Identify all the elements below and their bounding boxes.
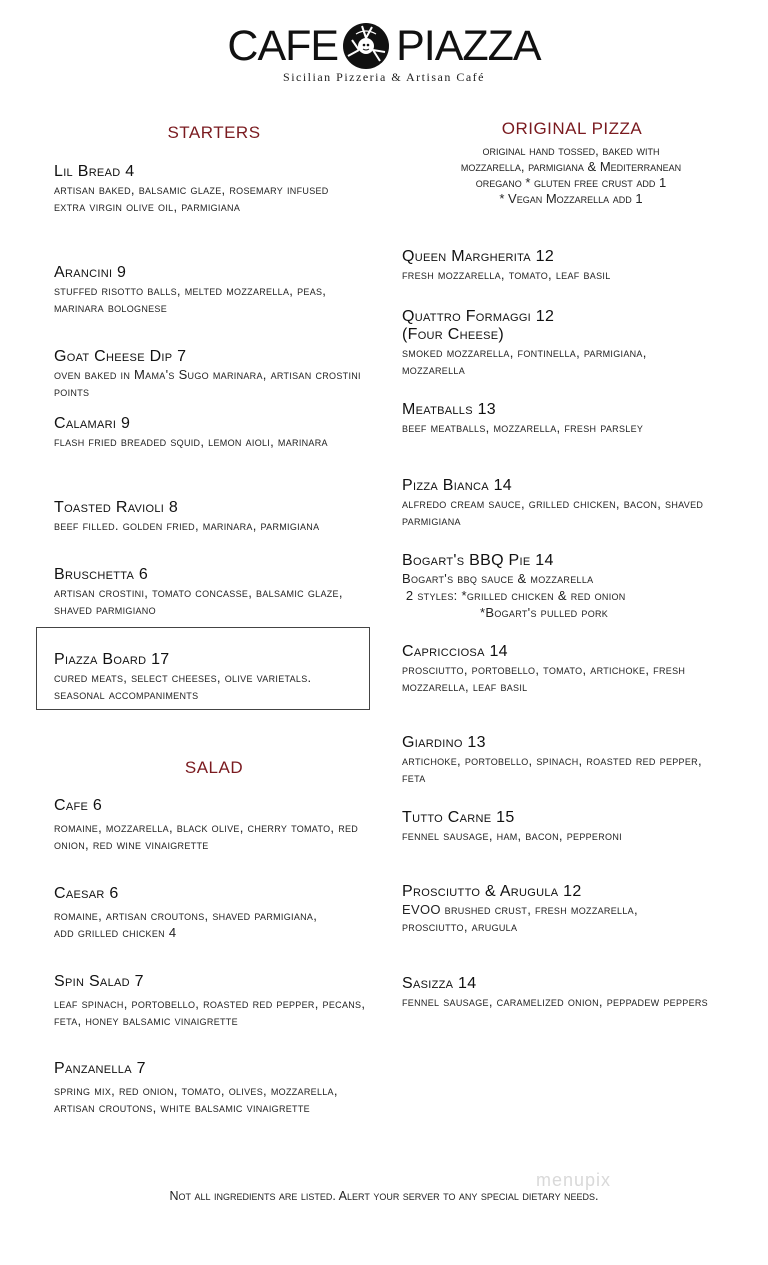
item-name: Goat Cheese Dip 7 bbox=[54, 348, 187, 365]
item-desc: alfredo cream sauce, grilled chicken, bacon, shaved parmigiana bbox=[402, 496, 704, 528]
menu-item bbox=[54, 797, 359, 853]
menu-item bbox=[54, 348, 374, 400]
pizza-intro-line: original hand tossed, baked with bbox=[482, 143, 660, 158]
dietary-note: Not all ingredients are listed. Alert your server to any special dietary needs. bbox=[169, 1189, 599, 1203]
item-desc: romaine, artisan croutons, shaved parmigiana, bbox=[54, 908, 318, 923]
item-desc: EVOO brushed crust, fresh mozzarella, prosciutto, arugula bbox=[402, 902, 638, 934]
menu-item bbox=[54, 885, 354, 941]
item-name: Lil Bread 4 bbox=[54, 163, 135, 180]
menu-item bbox=[402, 883, 702, 935]
item-name: Cafe 6 bbox=[54, 797, 103, 814]
item-name: Prosciutto & Arugula 12 bbox=[402, 883, 582, 900]
item-desc: fennel sausage, ham, bacon, pepperoni bbox=[402, 828, 622, 843]
menu-item-featured bbox=[54, 651, 364, 703]
item-name: Arancini 9 bbox=[54, 264, 127, 281]
brand-name-left: CAFE bbox=[227, 22, 339, 70]
item-name: Bruschetta 6 bbox=[54, 566, 149, 583]
item-name: Sasizza 14 bbox=[402, 975, 477, 992]
item-desc: artichoke, portobello, spinach, roasted red pepper, feta bbox=[402, 753, 702, 785]
item-desc: prosciutto, portobello, tomato, artichoke, fresh mozzarella, leaf basil bbox=[402, 662, 686, 694]
menu-item bbox=[54, 1060, 364, 1116]
menu-item bbox=[402, 477, 727, 529]
item-desc: oven baked in Mama's Sugo marinara, artisan crostini points bbox=[54, 367, 361, 399]
item-name: Pizza Bianca 14 bbox=[402, 477, 512, 494]
item-name: Capricciosa 14 bbox=[402, 643, 508, 660]
starters-title: STARTERS bbox=[167, 123, 261, 142]
item-desc-styles: 2 styles: *grilled chicken & red onion bbox=[402, 588, 626, 603]
brand-name-right: PIAZZA bbox=[396, 22, 541, 70]
item-desc: beef meatballs, mozzarella, fresh parsley bbox=[402, 420, 644, 435]
item-desc: fennel sausage, caramelized onion, peppadew peppers bbox=[402, 994, 708, 1009]
menu-item bbox=[54, 264, 374, 316]
menu-item bbox=[54, 415, 374, 450]
item-desc: smoked mozzarella, fontinella, parmigiana, mozzarella bbox=[402, 345, 647, 377]
menu-item bbox=[402, 552, 732, 621]
pizza-intro-line: mozzarella, parmigiana & Mediterranean bbox=[460, 159, 682, 174]
item-name: Toasted Ravioli 8 bbox=[54, 499, 179, 516]
item-desc: artisan baked, balsamic glaze, rosemary infused extra virgin olive oil, parmigiana bbox=[54, 182, 329, 214]
tagline: Sicilian Pizzeria & Artisan Café bbox=[283, 70, 485, 84]
item-name: Quattro Formaggi 12 bbox=[402, 308, 555, 325]
menu-item bbox=[54, 163, 364, 215]
item-desc: stuffed risotto balls, melted mozzarella, peas, marinara bolognese bbox=[54, 283, 327, 315]
item-desc: fresh mozzarella, tomato, leaf basil bbox=[402, 267, 611, 282]
header bbox=[0, 20, 768, 85]
item-name: Bogart's BBQ Pie 14 bbox=[402, 552, 554, 569]
watermark: menupix bbox=[536, 1170, 612, 1190]
trinacria-logo-icon bbox=[342, 22, 390, 70]
menu-item bbox=[402, 975, 712, 1010]
menu-item bbox=[54, 499, 354, 534]
item-name: Caesar 6 bbox=[54, 885, 119, 902]
item-desc: Bogart's bbq sauce & mozzarella bbox=[402, 571, 594, 586]
menu-item bbox=[402, 734, 702, 786]
menu-item bbox=[402, 643, 702, 695]
menu-item bbox=[54, 973, 374, 1029]
item-name: Meatballs 13 bbox=[402, 401, 496, 418]
menu-item bbox=[402, 809, 662, 844]
item-desc: cured meats, select cheeses, olive varietals. seasonal accompaniments bbox=[54, 670, 312, 702]
pizza-title: ORIGINAL PIZZA bbox=[501, 119, 643, 138]
item-name: Panzanella 7 bbox=[54, 1060, 146, 1077]
menu-item bbox=[402, 308, 702, 378]
pizza-intro-line: oregano * gluten free crust add 1 bbox=[475, 175, 667, 190]
item-name: Spin Salad 7 bbox=[54, 973, 144, 990]
item-name: Giardino 13 bbox=[402, 734, 486, 751]
item-desc: artisan crostini, tomato concasse, balsamic glaze, shaved parmigiano bbox=[54, 585, 343, 617]
salad-title: SALAD bbox=[184, 758, 244, 777]
item-desc: leaf spinach, portobello, roasted red pepper, pecans, feta, honey balsamic vinaigrette bbox=[54, 996, 366, 1028]
item-name: Piazza Board 17 bbox=[54, 651, 170, 668]
item-desc: spring mix, red onion, tomato, olives, mozzarella, artisan croutons, white balsamic vinaigrette bbox=[54, 1083, 338, 1115]
item-desc-styles: *Bogart's pulled pork bbox=[480, 605, 609, 620]
brand-logo bbox=[227, 20, 540, 72]
menu-item bbox=[402, 248, 732, 283]
pizza-intro-line: * Vegan Mozzarella add 1 bbox=[499, 191, 643, 206]
item-desc-addon: add grilled chicken 4 bbox=[54, 925, 177, 940]
item-name: Tutto Carne 15 bbox=[402, 809, 515, 826]
menu-item bbox=[402, 401, 702, 436]
pizza-intro bbox=[396, 143, 746, 207]
item-desc: romaine, mozzarella, black olive, cherry tomato, red onion, red wine vinaigrette bbox=[54, 820, 359, 852]
item-desc: beef filled. golden fried, marinara, parmigiana bbox=[54, 518, 320, 533]
menu-item bbox=[54, 566, 354, 618]
item-name: Calamari 9 bbox=[54, 415, 131, 432]
item-name: Queen Margherita 12 bbox=[402, 248, 555, 265]
item-desc: flash fried breaded squid, lemon aioli, marinara bbox=[54, 434, 328, 449]
item-name-alt: (Four Cheese) bbox=[402, 326, 505, 343]
